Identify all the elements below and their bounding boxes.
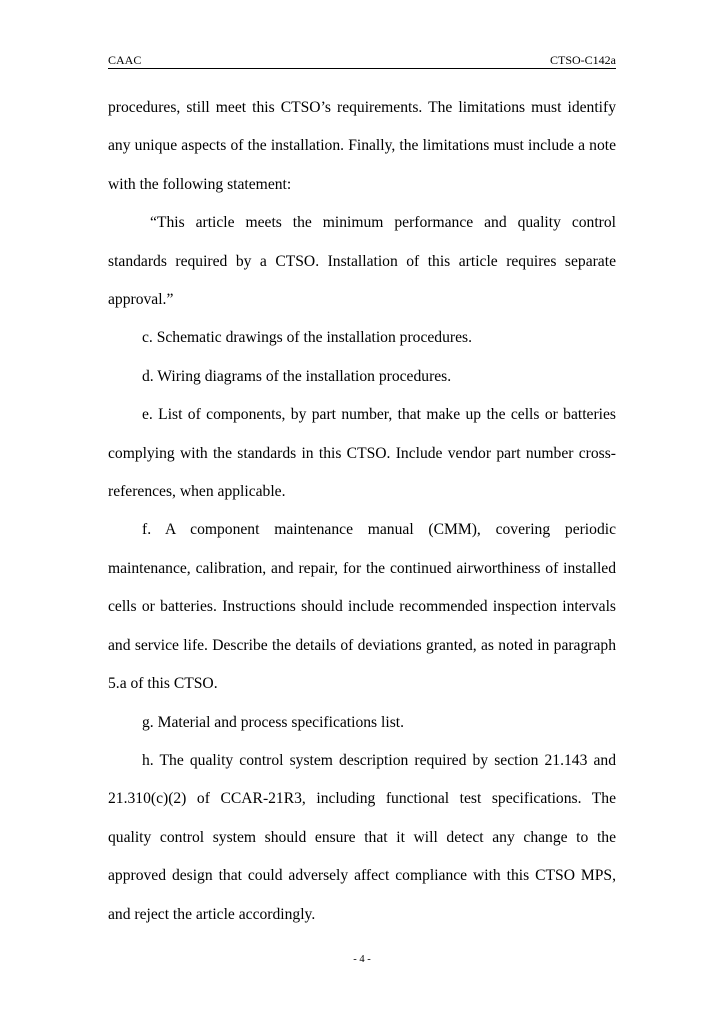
paragraph-item-f: f. A component maintenance manual (CMM), covering periodic maintenance, calibration, and repair, for the continued airworthiness of installed cells or batteries. Instructions should include recommended inspection intervals and service life. Describe the details of deviations granted, as noted in paragraph 5.a of this CTSO. <box>108 521 616 693</box>
paragraph-item-g: g. Material and process specifications list. <box>142 713 404 731</box>
page-footer <box>0 953 724 967</box>
paragraph-item-d: d. Wiring diagrams of the installation procedures. <box>142 367 452 385</box>
paragraph-item-h: h. The quality control system description required by section 21.143 and 21.310(c)(2) of CCAR-21R3, including functional test specifications. The quality control system should ensure that it will detect any change to the approved design that could adversely affect compliance with this CTSO MPS, and reject the article accordingly. <box>108 751 616 923</box>
header-org: CAAC <box>108 53 142 67</box>
paragraph-quoted-statement: “This article meets the minimum performance and quality control standards required by a CTSO. Installation of this article requires separate approval.” <box>108 214 616 309</box>
page-number: - 4 - <box>353 954 371 965</box>
page-header <box>108 52 616 69</box>
paragraph-limitations-continued: procedures, still meet this CTSO’s requirements. The limitations must identify any unique aspects of the installation. Finally, the limitations must include a note with the following statement: <box>108 99 616 193</box>
document-body <box>108 89 616 934</box>
paragraph-item-e: e. List of components, by part number, that make up the cells or batteries complying with the standards in this CTSO. Include vendor part number cross-references, when applicable. <box>108 406 616 501</box>
paragraph-item-c: c. Schematic drawings of the installation procedures. <box>142 329 472 347</box>
header-doc-id: CTSO-C142a <box>550 53 616 67</box>
